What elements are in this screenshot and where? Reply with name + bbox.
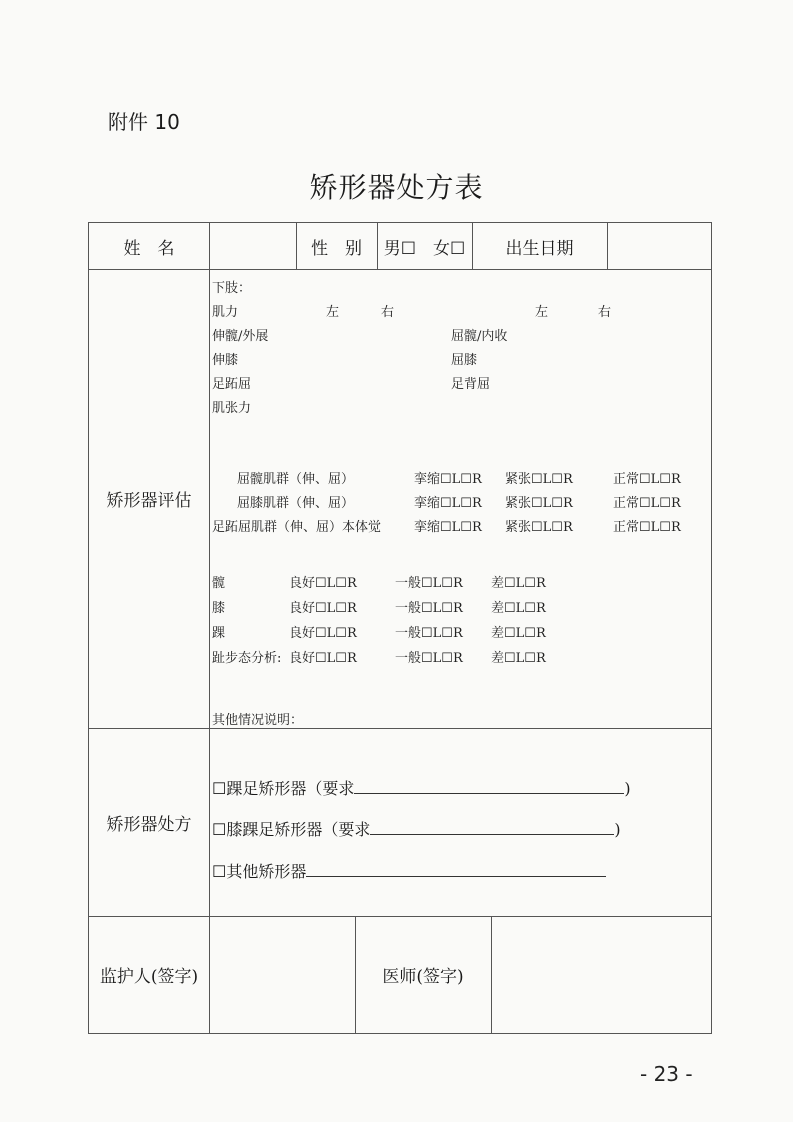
- column-divider: [209, 223, 210, 1033]
- right-label: 右: [381, 305, 395, 320]
- contracture-checkbox[interactable]: 挛缩☐L☐R: [414, 496, 482, 511]
- afo-option-label: ☐踝足矫形器（要求: [212, 779, 355, 798]
- poor-checkbox[interactable]: 差☐L☐R: [491, 576, 546, 591]
- tone-row-label: 屈髋肌群（伸、屈）: [237, 472, 355, 487]
- hip-extension-label: 伸髋/外展: [212, 329, 269, 344]
- gait-analysis-label: 趾步态分析:: [212, 651, 282, 666]
- other-orthosis-option[interactable]: [212, 859, 606, 882]
- doctor-signature-field[interactable]: [491, 916, 711, 1033]
- normal-checkbox[interactable]: 正常☐L☐R: [613, 496, 681, 511]
- tone-row-label: 足跖屈肌群（伸、屈）本体觉: [212, 520, 382, 535]
- gender-label: 性 别: [311, 238, 362, 259]
- guardian-signature-field[interactable]: [209, 916, 355, 1033]
- close-paren: ): [624, 779, 631, 798]
- prescription-label: 矫形器处方: [106, 814, 192, 835]
- dob-label: 出生日期: [505, 238, 574, 259]
- poor-checkbox[interactable]: 差☐L☐R: [491, 626, 546, 641]
- muscle-tone-label: 肌张力: [212, 401, 252, 416]
- other-notes-label: 其他情况说明：: [212, 713, 304, 728]
- gender-options[interactable]: 男☐ 女☐: [383, 238, 466, 259]
- plantar-flexion-label: 足跖屈: [212, 377, 252, 392]
- other-orthosis-field[interactable]: [306, 862, 606, 877]
- right-label: 右: [598, 305, 612, 320]
- good-checkbox[interactable]: 良好☐L☐R: [289, 626, 357, 641]
- hip-flexion-label: 屈髋/内收: [451, 329, 508, 344]
- joint-row-label: 髋: [212, 576, 226, 591]
- guardian-signature-label: 监护人(签字): [99, 967, 199, 987]
- page-number: - 23 -: [640, 1062, 693, 1086]
- fair-checkbox[interactable]: 一般☐L☐R: [395, 651, 463, 666]
- assessment-label: 矫形器评估: [106, 491, 192, 511]
- kafo-option-label: ☐膝踝足矫形器（要求: [212, 820, 371, 839]
- annex-number: 附件 10: [108, 110, 180, 134]
- fair-checkbox[interactable]: 一般☐L☐R: [395, 576, 463, 591]
- fair-checkbox[interactable]: 一般☐L☐R: [395, 601, 463, 616]
- good-checkbox[interactable]: 良好☐L☐R: [289, 651, 357, 666]
- kafo-option[interactable]: [212, 817, 621, 840]
- other-orthosis-label: ☐其他矫形器: [212, 862, 307, 881]
- fair-checkbox[interactable]: 一般☐L☐R: [395, 626, 463, 641]
- knee-extension-label: 伸膝: [212, 353, 239, 368]
- tension-checkbox[interactable]: 紧张☐L☐R: [505, 520, 573, 535]
- prescription-form: [88, 222, 712, 1034]
- normal-checkbox[interactable]: 正常☐L☐R: [613, 520, 681, 535]
- joint-row-label: 膝: [212, 601, 226, 616]
- normal-checkbox[interactable]: 正常☐L☐R: [613, 472, 681, 487]
- tension-checkbox[interactable]: 紧张☐L☐R: [505, 472, 573, 487]
- name-label: 姓 名: [123, 238, 175, 259]
- left-label: 左: [326, 305, 340, 320]
- good-checkbox[interactable]: 良好☐L☐R: [289, 601, 357, 616]
- left-label: 左: [535, 305, 549, 320]
- dorsiflexion-label: 足背屈: [451, 377, 491, 392]
- close-paren: ): [614, 820, 621, 839]
- knee-flexion-label: 屈膝: [451, 353, 478, 368]
- afo-requirement-field[interactable]: [354, 779, 624, 794]
- good-checkbox[interactable]: 良好☐L☐R: [289, 576, 357, 591]
- kafo-requirement-field[interactable]: [370, 820, 614, 835]
- contracture-checkbox[interactable]: 挛缩☐L☐R: [414, 520, 482, 535]
- dob-field[interactable]: [607, 223, 711, 269]
- afo-option[interactable]: [212, 776, 631, 799]
- contracture-checkbox[interactable]: 挛缩☐L☐R: [414, 472, 482, 487]
- lower-limb-label: 下肢：: [212, 281, 252, 296]
- name-field[interactable]: [209, 223, 296, 269]
- muscle-strength-label: 肌力: [212, 305, 239, 320]
- doctor-signature-label: 医师(签字): [382, 967, 464, 987]
- joint-row-label: 踝: [212, 626, 226, 641]
- tone-row-label: 屈膝肌群（伸、屈）: [237, 496, 355, 511]
- tension-checkbox[interactable]: 紧张☐L☐R: [505, 496, 573, 511]
- poor-checkbox[interactable]: 差☐L☐R: [491, 651, 546, 666]
- poor-checkbox[interactable]: 差☐L☐R: [491, 601, 546, 616]
- form-title: 矫形器处方表: [309, 171, 484, 204]
